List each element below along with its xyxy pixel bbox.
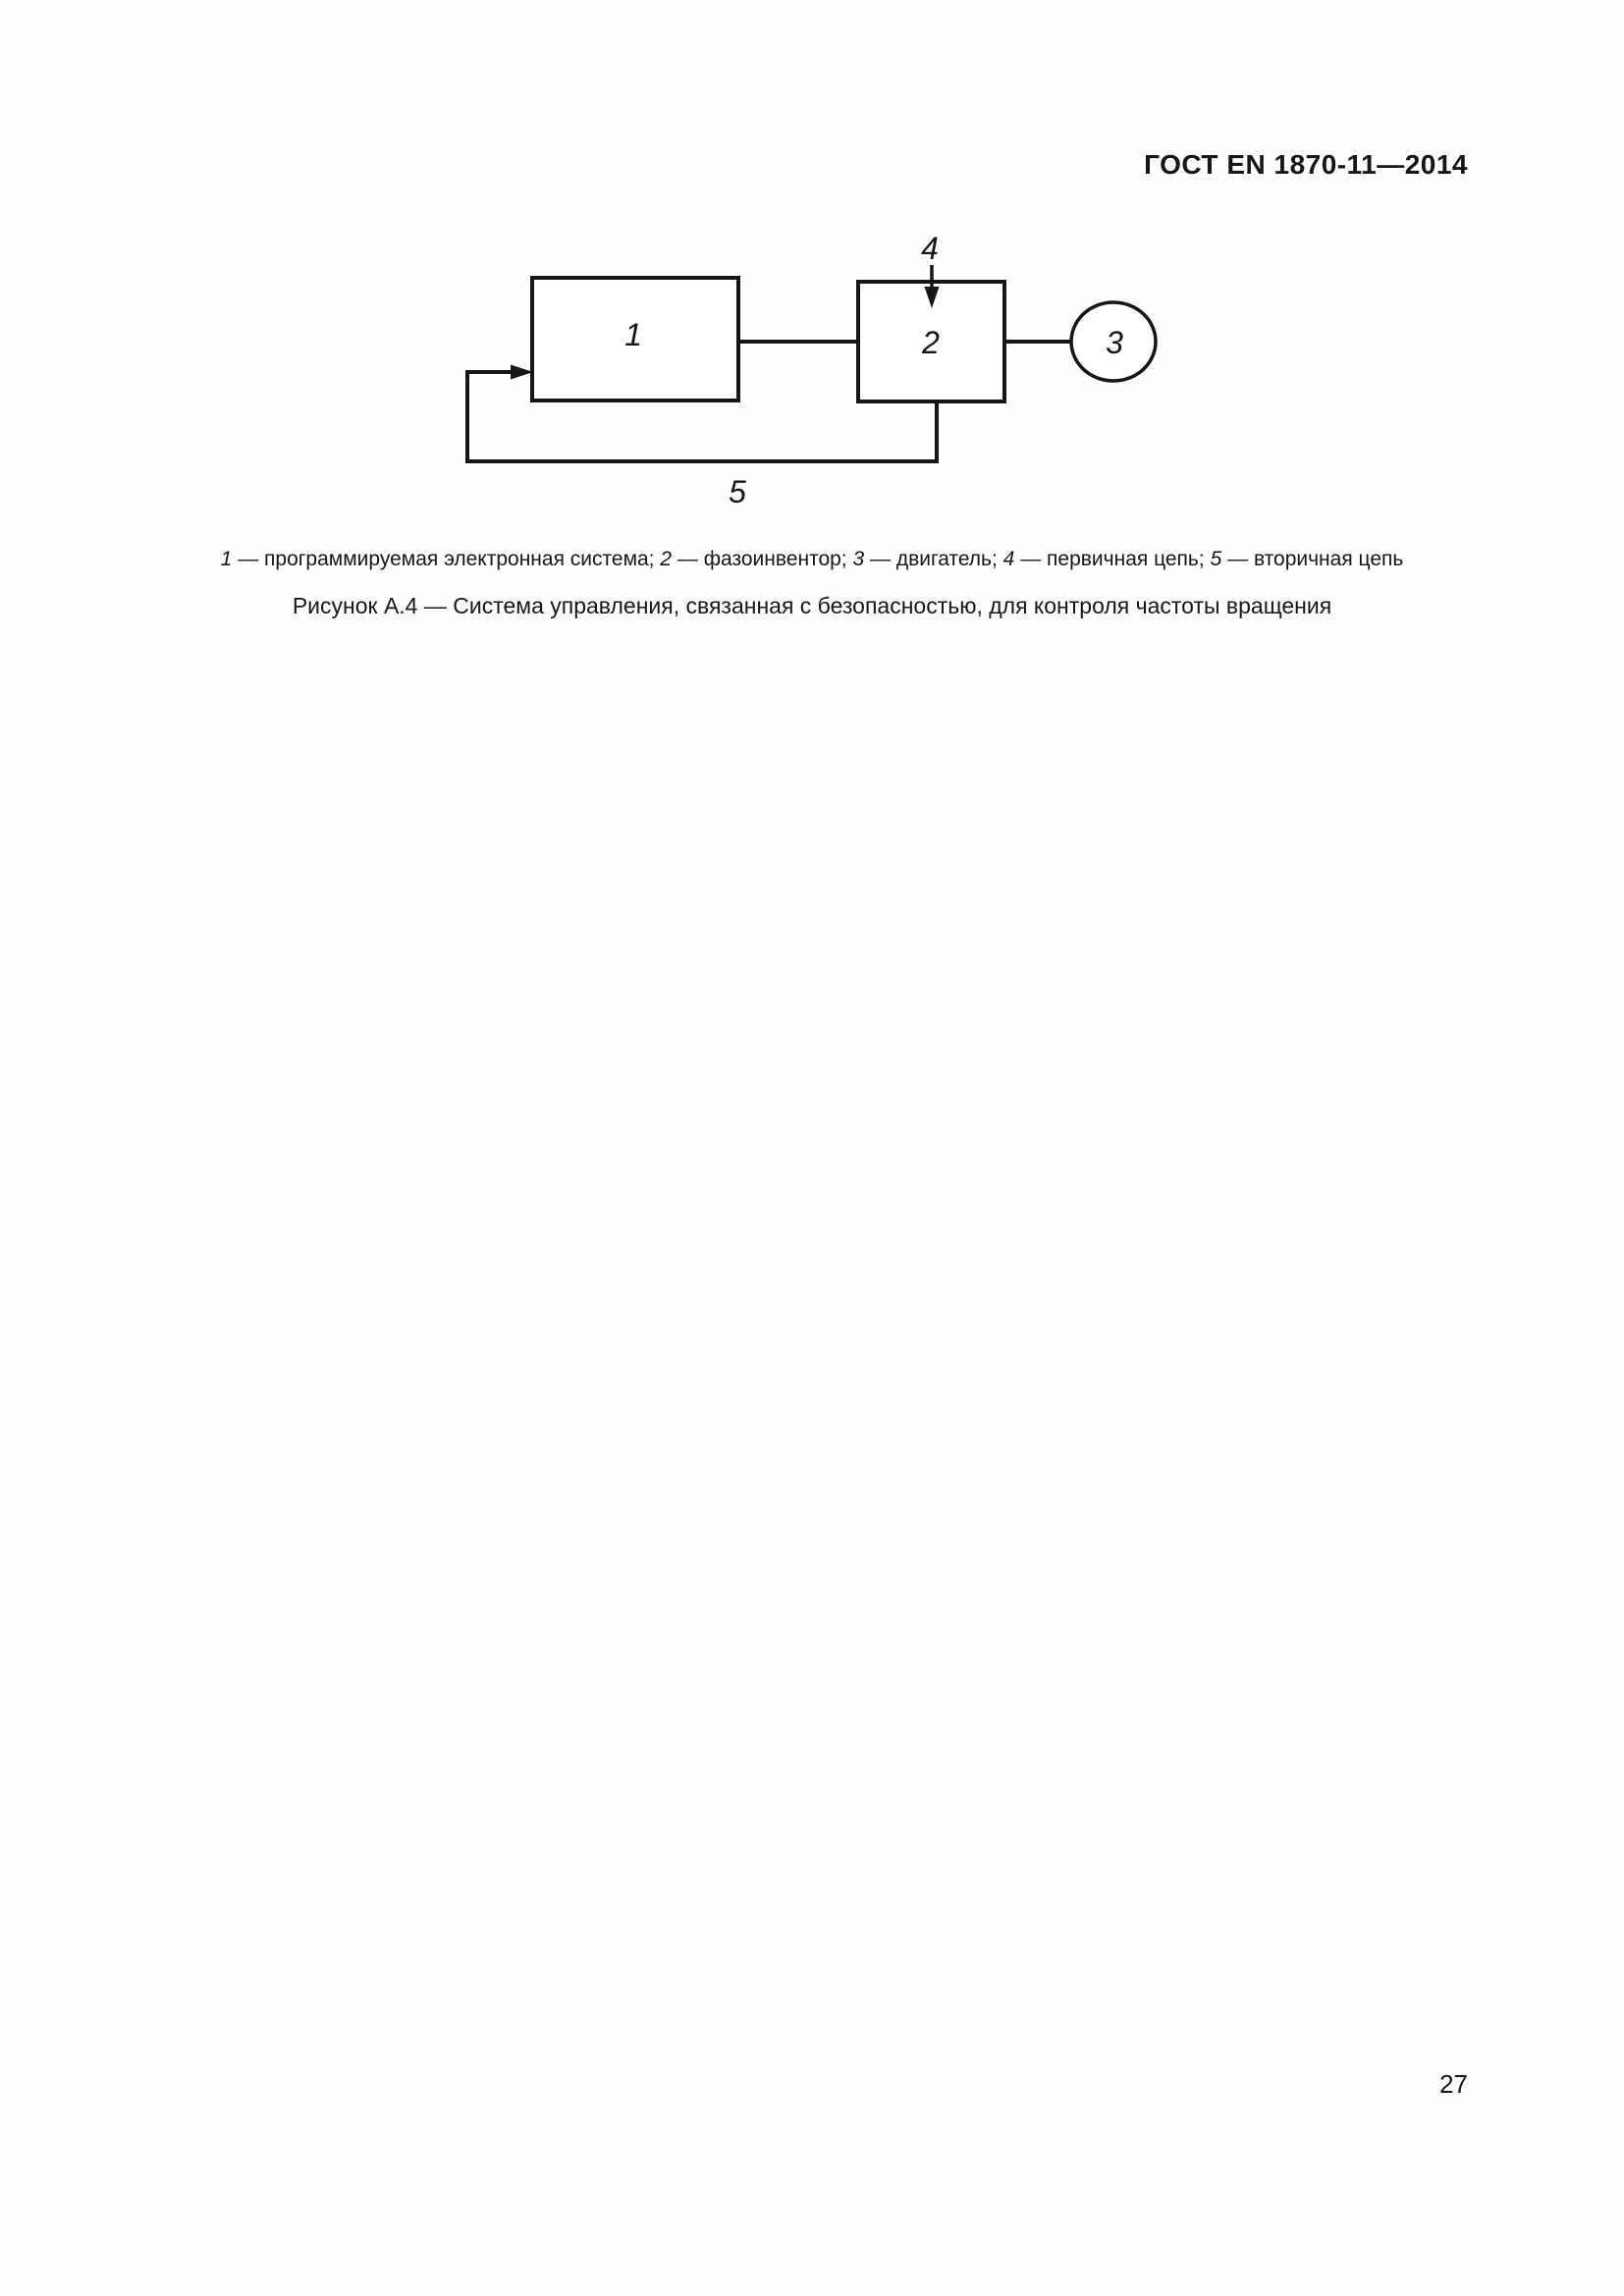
legend-item-number: 1 — [220, 548, 233, 570]
figure-a4-diagram — [0, 0, 1624, 687]
feedback-label: 5 — [729, 474, 746, 509]
legend-item-number: 2 — [660, 548, 673, 570]
block-2-label: 2 — [922, 325, 940, 360]
primary-circuit-label: 4 — [921, 231, 939, 266]
legend-item — [1003, 548, 1205, 570]
legend-item — [221, 548, 655, 570]
legend-item-desc: программируемая электронная система; — [264, 548, 655, 570]
legend-dash: — — [238, 548, 259, 570]
feedback-arrowhead-icon — [511, 365, 533, 380]
block-1-label: 1 — [624, 317, 642, 352]
legend-item-desc: двигатель; — [895, 548, 998, 570]
legend-item-desc: вторичная цепь — [1253, 548, 1404, 570]
standard-designation-header: ГОСТ EN 1870-11—2014 — [1144, 149, 1468, 180]
legend-item — [1211, 548, 1404, 570]
legend-item-number: 3 — [852, 548, 865, 570]
figure-legend — [0, 548, 1624, 571]
page-number: 27 — [1439, 2069, 1468, 2099]
legend-item — [853, 548, 998, 570]
legend-dash: — — [1020, 548, 1042, 570]
legend-item — [660, 548, 846, 570]
legend-item-number: 5 — [1210, 548, 1222, 570]
legend-dash: — — [1227, 548, 1249, 570]
legend-dash: — — [870, 548, 892, 570]
legend-item-desc: фазоинвентор; — [703, 548, 847, 570]
figure-caption: Рисунок А.4 — Система управления, связанная с безопасностью, для контроля частоты вращения — [292, 593, 1332, 618]
legend-dash: — — [677, 548, 698, 570]
legend-item-desc: первичная цепь; — [1047, 548, 1205, 570]
motor-label: 3 — [1106, 325, 1123, 360]
legend-item-number: 4 — [1002, 548, 1015, 570]
